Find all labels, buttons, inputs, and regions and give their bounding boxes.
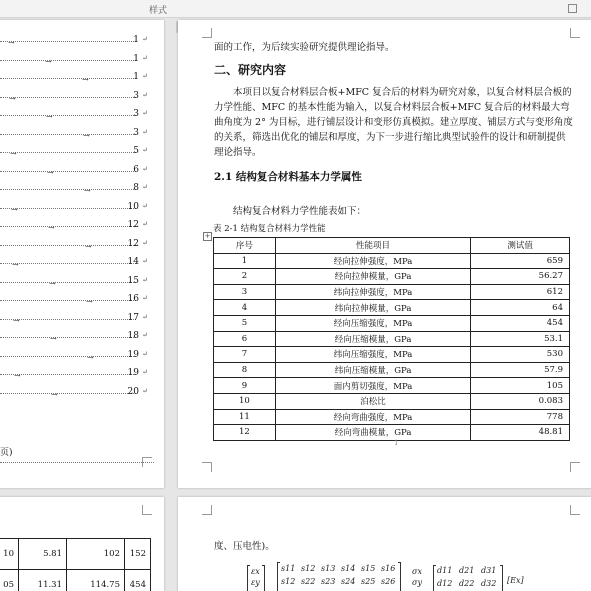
compliance-entry: s12 [281,577,296,586]
tab-mark-icon: → [82,75,89,84]
mechanical-properties-table[interactable] [213,237,570,441]
row-number-cell[interactable]: 3 [214,284,276,300]
paragraph-mark-icon: ↵ [142,201,148,210]
piezo-entry: d21 [459,566,475,575]
row-number-cell[interactable]: 11 [214,409,276,425]
strain-component: εy [251,578,260,587]
toc-leader [0,97,136,98]
table-cell[interactable]: 5.81 [19,539,67,570]
tab-mark-icon: → [8,38,15,47]
toc-leader [0,337,136,338]
piezo-entry: d22 [459,579,475,588]
compliance-entry: s26 [381,577,396,586]
toc-page-number: 1 [133,35,139,45]
toc-leader [0,208,136,209]
toc-page-number: 12 [127,238,139,249]
toc-page [0,20,164,488]
table-cell[interactable]: 454 [125,570,151,591]
table-cell[interactable]: 10 [0,539,19,570]
toc-entry[interactable] [0,219,158,235]
table-row[interactable] [0,570,151,591]
property-cell[interactable]: 纬向压缩强度，MPa [275,347,470,363]
toc-leader [0,356,136,357]
paragraph-mark-icon: ↵ [142,368,148,376]
row-number-cell[interactable]: 5 [214,315,276,331]
toc-leader [0,78,136,79]
tab-mark-icon: → [45,56,52,66]
toc-leader [0,115,136,116]
compliance-entry: s12 [301,564,316,573]
toc-divider [0,462,154,463]
toc-leader [0,300,136,301]
property-cell[interactable]: 经向压缩模量，GPa [275,331,470,347]
tab-mark-icon: → [10,149,17,158]
toc-page-number: 18 [127,331,139,341]
table-header-cell[interactable]: 性能项目 [275,238,470,254]
row-number-cell[interactable]: 2 [214,269,276,285]
table-header-cell[interactable]: 序号 [214,238,276,254]
toc-entry[interactable] [0,367,158,383]
compliance-entry: s22 [301,577,316,586]
toc-leader [0,152,136,153]
table-row[interactable] [214,425,570,441]
row-number-cell[interactable]: 7 [214,347,276,363]
toc-entry[interactable] [0,145,158,161]
styles-group-label: 样式 [149,6,168,16]
paragraph-mark-icon: ↵ [142,294,148,302]
compliance-entry: s23 [321,577,336,586]
table-row[interactable] [214,393,570,409]
matrix-bracket [398,562,401,591]
body-text-line[interactable]: 的关系，筛选出优化的铺层和厚度，为下一步进行缩比典型试验件的设计和研制提供 [214,132,566,143]
subsection-heading[interactable]: 2.1 结构复合材料基本力学属性 [214,171,362,183]
tab-mark-icon: → [9,93,16,103]
page-corner-mark [570,462,580,472]
matrix-bracket [277,562,280,591]
table-move-handle-icon[interactable]: + [204,232,211,240]
toc-entry[interactable] [0,71,158,87]
page-corner-mark [570,28,580,38]
matrix-bracket [247,565,250,591]
toc-entry[interactable] [0,201,158,217]
tab-mark-icon: → [48,223,55,232]
compliance-entry: s24 [341,577,356,586]
row-number-cell[interactable]: 1 [214,253,276,269]
paragraph-mark-icon: ↵ [142,53,148,62]
toc-entry[interactable] [0,34,158,50]
toc-entry[interactable] [0,349,158,365]
property-cell[interactable]: 经向压缩强度，MPa [275,315,470,331]
row-number-cell[interactable]: 4 [214,300,276,316]
paragraph-mark-icon: ↵ [142,146,148,154]
toc-leader [0,393,136,394]
table-caption[interactable]: 表 2-1 结构复合材料力学性能 [213,224,326,234]
toc-leader [0,189,136,190]
body-text-line[interactable]: 面的工作，为后续实验研究提供理论指导。 [214,42,395,53]
body-text-line[interactable]: 力学性能、MFC 的基本性能为输入，以复合材料层合板+MFC 复合后的材料最大弯 [214,102,570,113]
toc-page-number: 3 [133,90,139,101]
toc-page-number: 3 [133,109,139,119]
property-cell[interactable]: 泊松比 [275,393,470,409]
value-cell[interactable]: 48.81 [471,425,570,441]
piezo-entry: d31 [481,566,497,575]
electric-field-component: [Ex] [507,576,524,585]
value-cell[interactable]: 612 [471,284,570,300]
property-cell[interactable]: 面内剪切强度，MPa [275,378,470,394]
table-row[interactable] [214,269,570,285]
toc-leader [0,245,136,246]
table-cell[interactable]: 114.75 [67,570,125,591]
toc-leader [0,263,136,264]
toc-leader [0,60,136,61]
tab-mark-icon: → [49,278,56,288]
value-cell[interactable]: 105 [471,378,570,394]
paragraph-mark-icon: ↵ [142,312,148,321]
toc-page-number: 16 [127,294,139,304]
value-cell[interactable]: 56.27 [471,269,570,285]
toc-entry[interactable] [0,90,158,106]
paragraph-mark-icon: ↵ [142,275,148,284]
toc-leader [0,226,136,227]
value-cell[interactable]: 659 [471,253,570,269]
table-row[interactable] [214,315,570,331]
toc-page-number: 15 [127,275,139,286]
body-text-line[interactable]: 理论指导。 [214,147,262,158]
property-cell[interactable]: 纬向拉伸模量，GPa [275,300,470,316]
toc-page-number: 10 [127,201,139,212]
paragraph-mark-icon: ↵ [142,183,148,191]
body-text-line[interactable]: 本项目以复合材料层合板+MFC 复合后的材料为研究对象，以复合材料层合板的 [233,87,572,98]
table-cell[interactable]: 102 [67,539,125,570]
value-cell[interactable]: 57.9 [471,362,570,378]
paragraph-mark-icon: ↵ [142,386,148,395]
tab-mark-icon: → [13,315,20,325]
table-row[interactable] [214,378,570,394]
toc-entry[interactable] [0,53,158,69]
tab-mark-icon: → [84,186,91,195]
compliance-entry: s13 [321,564,336,573]
paragraph-mark-icon: ↵ [142,109,148,117]
row-number-cell[interactable]: 12 [214,425,276,441]
table-cell[interactable]: 05 [0,570,19,591]
row-number-cell[interactable]: 8 [214,362,276,378]
row-number-cell[interactable]: 9 [214,378,276,394]
page-corner-mark [570,505,580,515]
tab-mark-icon: → [83,130,90,140]
property-cell[interactable]: 经向拉伸强度，MPa [275,253,470,269]
toc-entry[interactable] [0,330,158,346]
property-cell[interactable]: 经向弯曲模量，GPa [275,425,470,441]
property-cell[interactable]: 经向弯曲强度，MPa [275,409,470,425]
section-heading[interactable]: 二、研究内容 [214,63,287,77]
strain-component: εx [251,567,260,576]
value-cell[interactable]: 0.083 [471,393,570,409]
tab-mark-icon: → [14,371,21,380]
paragraph-mark-icon: ↵ [142,164,148,173]
toc-leader [0,319,136,320]
toc-entry[interactable] [0,293,158,309]
toc-page-number: 17 [127,312,139,323]
body-text-line[interactable]: 度、压电性)。 [214,541,275,552]
matrix-bracket [433,565,436,591]
toc-entry[interactable] [0,275,158,291]
row-number-cell[interactable]: 10 [214,393,276,409]
value-cell[interactable]: 454 [471,315,570,331]
tab-mark-icon: → [87,352,94,362]
row-number-cell[interactable]: 6 [214,331,276,347]
property-cell[interactable]: 纬向拉伸强度，MPa [275,284,470,300]
value-cell[interactable]: 64 [471,300,570,316]
stress-component: σy [412,578,422,587]
toc-page-number: 19 [127,368,139,378]
paragraph-mark-icon: ↵ [142,127,148,136]
property-cell[interactable]: 经向拉伸模量，GPa [275,269,470,285]
toc-entry[interactable] [0,386,158,402]
body-text-line[interactable]: 曲角度为 2° 为目标，进行铺层设计和变形仿真模拟。建立厚度、铺层方式与变形角度 [214,117,573,128]
toc-leader [0,41,136,42]
table-intro-text[interactable]: 结构复合材料力学性能表如下： [233,206,367,217]
compliance-entry: s11 [281,564,296,573]
paragraph-mark-icon: ↵ [142,349,148,358]
stress-component: σx [412,567,422,576]
tab-mark-icon: → [86,297,93,306]
page-center-mark: 1 [394,439,399,447]
toc-leader [0,282,136,283]
toc-entry[interactable] [0,127,158,143]
tab-mark-icon: → [50,334,57,343]
compliance-entry: s15 [361,564,376,573]
toc-page-number: 1 [133,72,139,82]
page-corner-mark [202,462,212,472]
tab-mark-icon: → [12,260,19,269]
page-corner-mark [202,28,212,38]
toc-entry[interactable] [0,256,158,272]
compliance-entry: s16 [381,564,396,573]
toc-entry[interactable] [0,238,158,254]
toc-page-number: 1 [133,53,139,64]
styles-dialog-launcher-icon[interactable] [568,4,577,13]
toc-page-number: 12 [127,220,139,230]
piezo-entry: d11 [437,566,453,575]
toc-page-number: 14 [127,257,139,267]
table-cell[interactable]: 152 [125,539,151,570]
tab-mark-icon: → [11,204,18,214]
value-cell[interactable]: 778 [471,409,570,425]
toc-page-number: 5 [133,146,139,156]
table-row[interactable] [214,409,570,425]
toc-entry[interactable] [0,164,158,180]
toc-trailing-text: 页) [0,448,13,458]
tab-mark-icon: → [85,241,92,251]
tab-mark-icon: → [51,389,58,399]
table-row[interactable] [214,284,570,300]
property-cell[interactable]: 纬向压缩模量，GPa [275,362,470,378]
table-row[interactable] [0,539,151,570]
tab-mark-icon: → [47,167,54,177]
tab-mark-icon: → [46,112,53,121]
matrix-bracket [500,565,503,591]
paragraph-mark-icon: ↵ [142,72,148,80]
table-cell[interactable]: 11.31 [19,570,67,591]
toc-page-number: 19 [127,349,139,360]
compliance-entry: s14 [341,564,356,573]
paragraph-mark-icon: ↵ [142,331,148,339]
toc-leader [0,134,136,135]
toc-page-number: 3 [133,127,139,138]
paragraph-mark-icon: ↵ [142,238,148,247]
piezo-entry: d32 [481,579,497,588]
toc-entry[interactable] [0,312,158,328]
data-table[interactable] [0,538,151,591]
table-row[interactable] [214,347,570,363]
page-corner-mark [202,505,212,515]
table-row[interactable] [214,300,570,316]
ribbon-strip [0,0,591,18]
matrix-bracket [262,565,265,591]
toc-page-number: 6 [133,164,139,175]
table-row[interactable] [214,331,570,347]
toc-entry[interactable] [0,108,158,124]
toc-page-number: 8 [133,183,139,193]
page-corner-mark [142,505,152,515]
table-header-row [214,238,570,254]
toc-page-number: 20 [127,386,139,397]
piezo-entry: d12 [437,579,453,588]
paragraph-mark-icon: ↵ [142,90,148,99]
table-row[interactable] [214,362,570,378]
value-cell[interactable]: 530 [471,347,570,363]
table-header-cell[interactable]: 测试值 [471,238,570,254]
table-row[interactable] [214,253,570,269]
toc-entry[interactable] [0,182,158,198]
toc-leader [0,171,136,172]
compliance-entry: s25 [361,577,376,586]
paragraph-mark-icon: ↵ [142,35,148,43]
value-cell[interactable]: 53.1 [471,331,570,347]
paragraph-mark-icon: ↵ [142,220,148,228]
paragraph-mark-icon: ↵ [142,257,148,265]
